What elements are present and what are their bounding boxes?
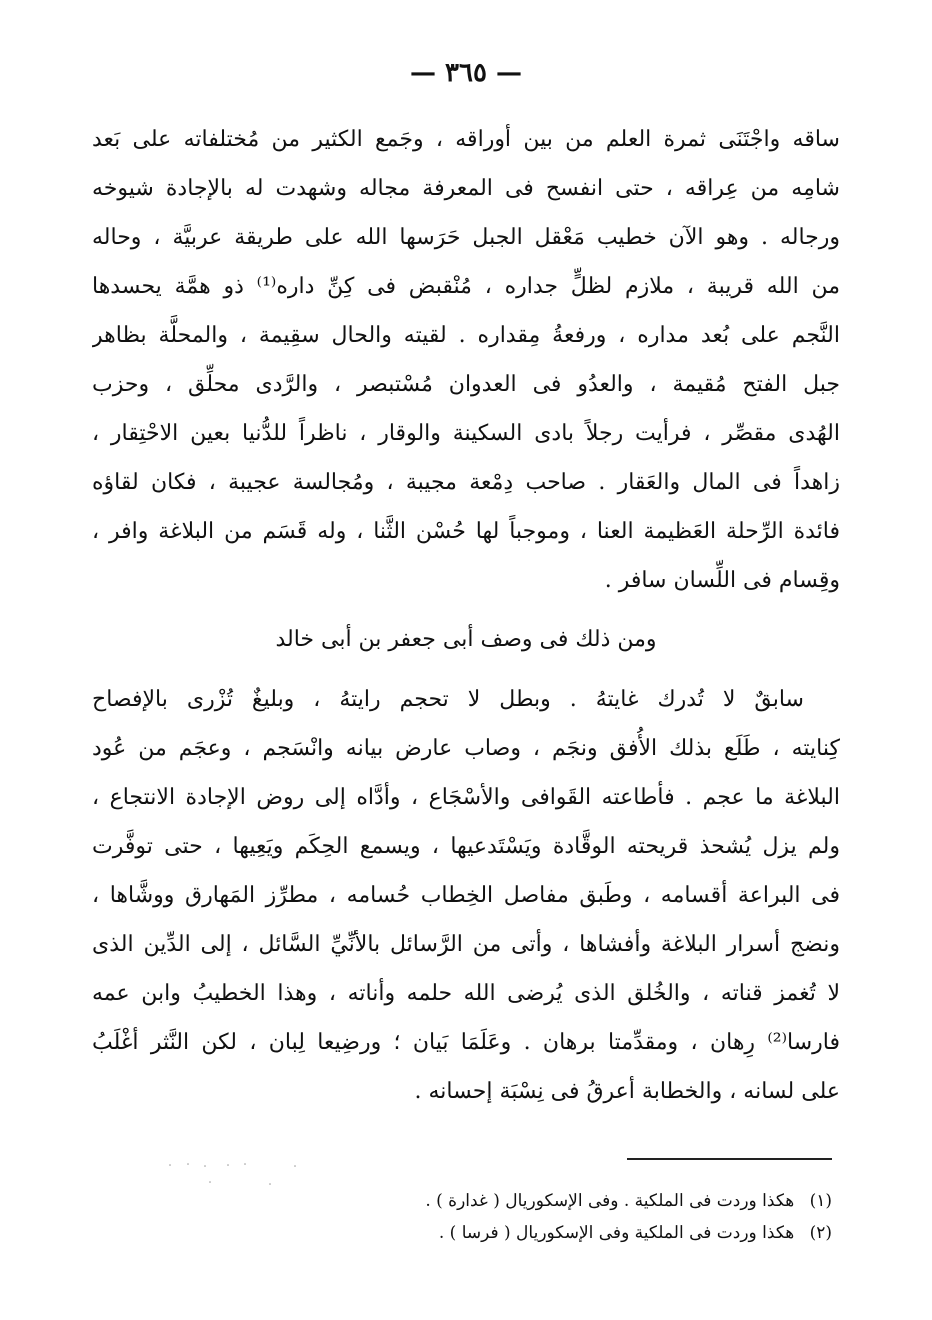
- text-line: سابقٌ لا تُدرك غايتهُ . وبطل لا تحجم رايتهُ ، وبليغٌ تُزْرى بالإفصاح: [92, 687, 804, 712]
- text-line: زاهداً فى المال والعَقار . صاحب دِمْعة مجيبة ، ومُجالسة عجيبة ، فكان لقاؤه: [92, 470, 840, 495]
- text-line: فى البراعة أقسامه ، وطَبق مفاصل الخِطاب حُسامه ، مطرِّز المَهارق ووشَّاها ،: [92, 883, 840, 908]
- footnote-separator: [627, 1158, 832, 1160]
- text-line: فائدة الرِّحلة العَظيمة العنا ، وموجباً لها حُسْن الثَّنا ، وله قَسَم من البلاغة وافر ،: [92, 519, 840, 544]
- text-line: شامِه من عِراقه ، حتى انفسح فى المعرفة مجاله وشهدت له بالإجادة شيوخه: [92, 176, 840, 201]
- paragraph-2: [92, 675, 840, 1116]
- text-line: ونضج أسرار البلاغة وأفشاها ، وأتى من الرَّسائل بالأنِّيِّ السَّائل ، إلى الدِّين الذى: [92, 932, 840, 957]
- text-line: ساقه واجْتَنَى ثمرة العلم من بين أوراقه ، وجَمع الكثير من مُختلفاته على بَعد: [92, 127, 840, 152]
- scan-specks-decoration: [150, 1160, 350, 1190]
- footnote-number: (١): [809, 1191, 832, 1211]
- footnote-text: هكذا وردت فى الملكية . وفى الإسكوريال ( غدارة ) .: [425, 1191, 795, 1211]
- text-line: وقِسام فى اللِّسان سافر .: [604, 568, 840, 593]
- paragraph-1: [92, 115, 840, 605]
- footnote-text: هكذا وردت فى الملكية وفى الإسكوريال ( فرسا ) .: [438, 1223, 795, 1243]
- text-line: لا تُغمز قناته ، والخُلق الذى يُرضى الله حلمه وأناته ، وهذا الخطيبُ وابن عمه: [92, 981, 840, 1006]
- text-line: الهُدى مقصِّر ، فرأيت رجلاً بادى السكينة والوقار ، ناظراً للدُّنيا بعين الاحْتِقار ،: [92, 421, 840, 446]
- text-line: على لسانه ، والخطابة أعرقُ فى نِسْبَة إحسانه .: [414, 1079, 840, 1104]
- footnote-2: [332, 1217, 832, 1249]
- footnotes: [332, 1185, 832, 1249]
- text-line: البلاغة ما عجم . فأطاعته القَوافى والأسْجَاع ، وأدَّاه إلى روض الإجادة الانتجاع ،: [92, 785, 840, 810]
- text-line: ورجاله . وهو الآن خطيب مَعْقل الجبل حَرَسها الله على طريقة عربيَّة ، وحاله: [92, 225, 840, 250]
- footnote-1: [332, 1185, 832, 1217]
- text-line: ولم يزل يُشحذ قريحته الوقَّادة ويَسْتَدعيها ، ويسمع الحِكَم ويَعِيها ، حتى توفَّرت: [92, 834, 840, 859]
- text-line: من الله قريبة ، ملازم لظلٍّ جداره ، مُنْقبض فى كِنِّ داره⁽¹⁾ ذو همَّة يحسدها: [92, 274, 840, 299]
- text-line: جبل الفتح مُقيمة ، والعدُو فى العدوان مُسْتبصر ، والرَّدى محلِّق ، وحزب: [92, 372, 840, 397]
- text-line: كِنايته ، طَلَع بذلك الأُفق ونجَم ، وصاب عارض بيانه وانْسَجم ، وعجَم من عُود: [92, 736, 840, 761]
- section-heading: ومن ذلك فى وصف أبى جعفر بن أبى خالد: [275, 627, 657, 652]
- page-number: — ٣٦٥ —: [409, 58, 523, 88]
- footnote-number: (٢): [809, 1223, 832, 1243]
- text-line: النَّجم على بُعد مداره ، ورفعةُ مِقداره . لقيته والحال سقِيمة ، والمحلَّة بظاهر: [92, 323, 840, 348]
- text-line: فارسا⁽²⁾ رِهان ، ومقدِّمتا برهان . وعَلَمَا بَيان ؛ ورضِيعا لِبان ، لكن النَّثر أغْلَبُ: [92, 1030, 840, 1055]
